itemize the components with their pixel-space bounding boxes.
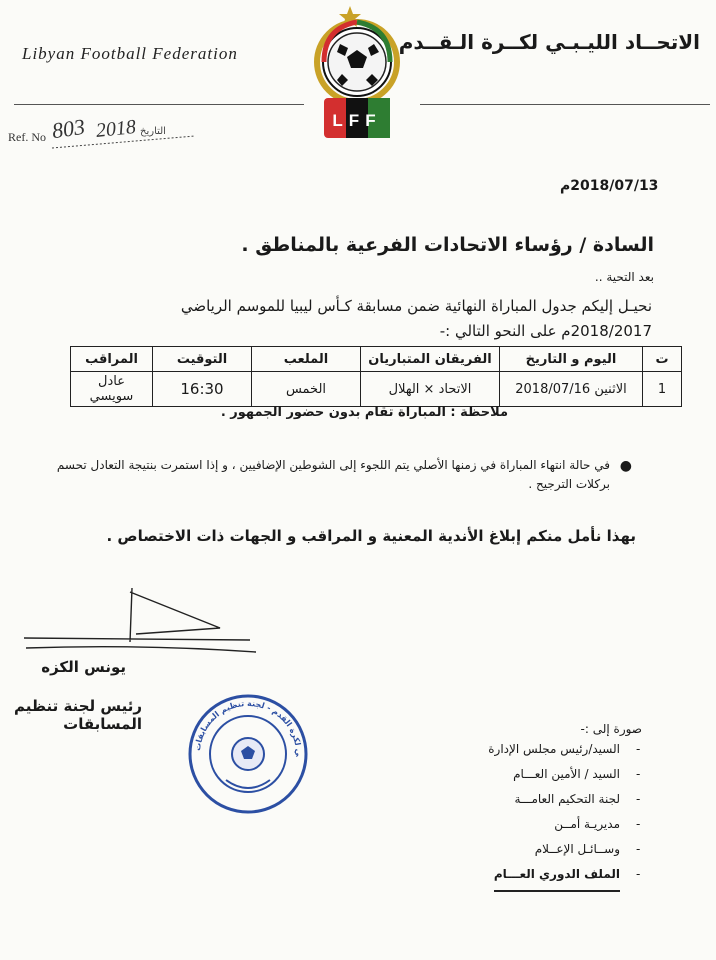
reference-number: 803	[50, 113, 87, 144]
official-stamp	[186, 692, 310, 820]
cell-day-date: الاثنين 2018/07/16	[500, 372, 643, 407]
list-item: - السيد/رئيس مجلس الإدارة	[488, 742, 641, 756]
col-observer: المراقب	[71, 347, 153, 372]
logo-text: LFF	[332, 111, 382, 130]
col-teams: الفريقان المتباريان	[361, 347, 500, 372]
list-item: - الملف الدوري العـــام	[488, 867, 646, 892]
salutation: السادة / رؤساء الاتحادات الفرعية بالمناطق .	[241, 234, 654, 256]
table-header-row	[71, 347, 682, 372]
col-day-date: اليوم و التاريخ	[500, 347, 643, 372]
col-stadium: الملعب	[252, 347, 361, 372]
table-row	[71, 372, 682, 407]
greeting: بعد التحية ..	[594, 270, 654, 284]
reference-date-handwritten: 2018	[94, 115, 137, 143]
signatory-role: رئيس لجنة تنظيم المسابقات	[14, 697, 142, 733]
stamp-text: ي لكرة القدم - لجنة تنظيم المسابقات	[192, 698, 304, 757]
cell-teams: الاتحاد × الهلال	[361, 372, 500, 407]
date-label: التاريخ	[140, 126, 166, 137]
list-item: - لجنة التحكيم العامـــة	[514, 792, 641, 806]
cell-observer: عادل سويسي	[71, 372, 153, 407]
col-time: التوقيت	[153, 347, 252, 372]
signature-scribble	[20, 582, 260, 662]
body-line-2: 2018/2017م على النحو التالي :-	[439, 322, 652, 340]
cell-number: 1	[643, 372, 682, 407]
reference-label: Ref. No	[8, 130, 46, 144]
match-schedule-table	[70, 346, 682, 407]
signatory-name: يونس الكزه	[41, 658, 126, 676]
federation-logo	[302, 0, 412, 154]
federation-name-en: Libyan Football Federation	[22, 44, 238, 63]
col-number: ت	[643, 347, 682, 372]
body-line-1: نحيـل إليكم جدول المباراة النهائية ضمن مسابقة كـأس ليبيا للموسم الرياضي	[180, 297, 652, 315]
list-item: - السيد / الأمين العـــام	[513, 767, 641, 781]
cc-list	[488, 742, 646, 892]
note: ملاحظة : المباراة تقام بدون حضور الجمهور .	[220, 405, 508, 420]
cell-stadium: الخمس	[252, 372, 361, 407]
list-item: - مديريـة أمــن	[554, 817, 641, 831]
letter-date: 2018/07/13م	[560, 178, 659, 194]
cc-title: صورة إلى :-	[580, 722, 642, 736]
extra-time-rule: في حالة انتهاء المباراة في زمنها الأصلي يتم اللجوء إلى الشوطين الإضافيين ، و إذا استمرت بنتيجة التعادل تحسم بركلات الترجيح .	[56, 458, 610, 491]
closing-line: بهذا نأمل منكم إبلاغ الأندية المعنية و المراقب و الجهات ذات الاختصاص .	[106, 527, 636, 545]
federation-name-ar: الاتحــاد الليـبـي لكــرة الـقــدم	[398, 30, 700, 54]
header-divider-left	[14, 104, 304, 105]
cell-time: 16:30	[153, 372, 252, 407]
header-divider-right	[420, 104, 710, 105]
list-item: - وســائـل الإعــلام	[534, 842, 641, 856]
bullet-icon: ●	[619, 458, 632, 474]
